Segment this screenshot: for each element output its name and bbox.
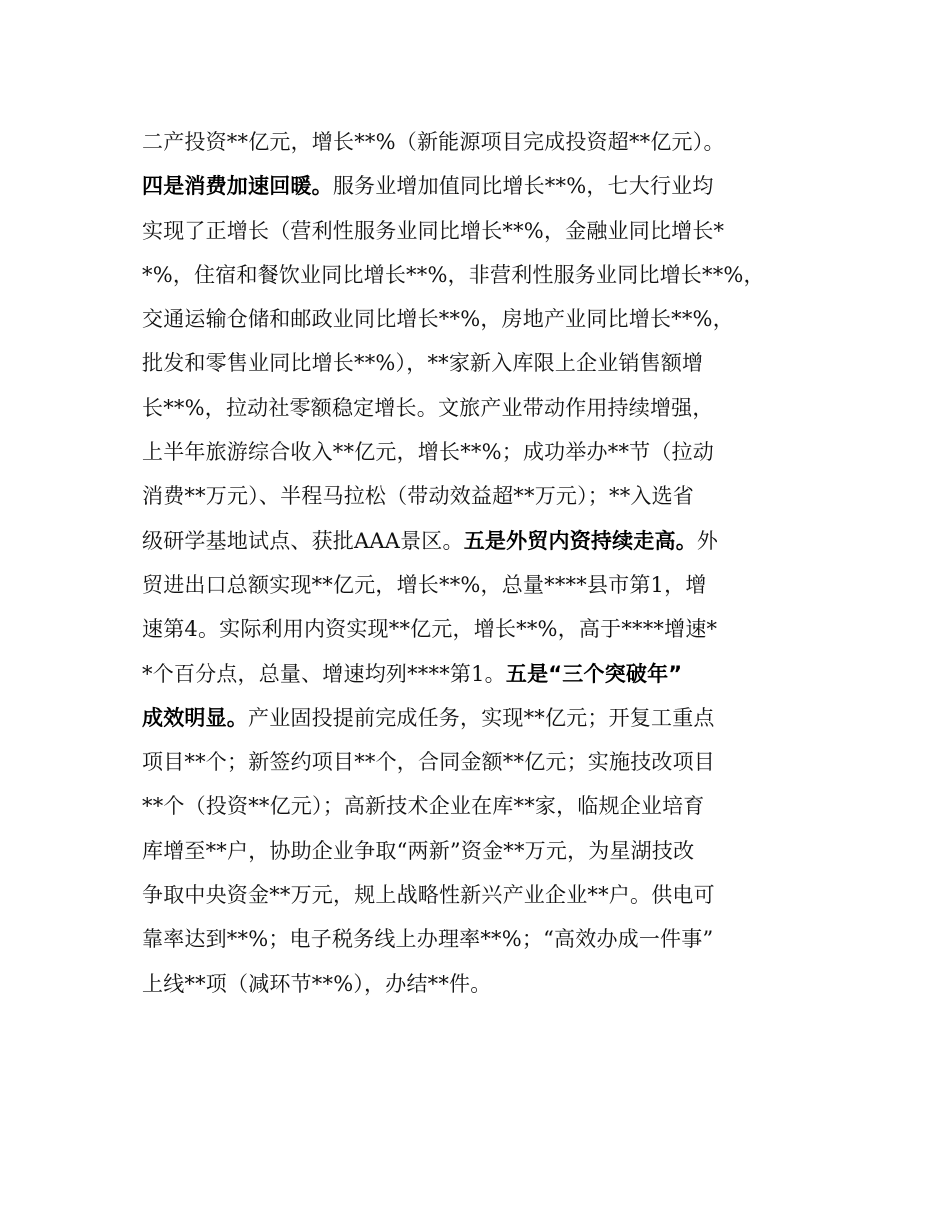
text-run: **个（投资**亿元）；高新技术企业在库**家，临规企业培育 [142,794,705,819]
bold-heading-run: 四是消费加速回暖。 [142,174,333,199]
text-run: 库增至**户，协助企业争取“两新”资金**万元，为星湖技改 [142,838,695,863]
text-run: 实现了正增长（营利性服务业同比增长**%，金融业同比增长* [142,218,725,243]
text-run: 服务业增加值同比增长**%，七大行业均 [332,174,714,199]
text-run: *%，住宿和餐饮业同比增长**%，非营利性服务业同比增长**%， [142,262,765,287]
text-line [142,740,832,784]
text-run: 争取中央资金**万元，规上战略性新兴产业企业**户。供电可 [142,883,715,908]
text-line [142,386,832,430]
text-line [142,962,832,1006]
text-run: 二产投资**亿元，增长**%（新能源项目完成投资超**亿元）。 [142,130,725,154]
text-run: 交通运输仓储和邮政业同比增长**%，房地产业同比增长**%， [142,307,734,332]
text-line [142,474,832,518]
text-run: 上半年旅游综合收入**亿元，增长**%；成功举办**节（拉动 [142,440,714,465]
text-run: *个百分点，总量、增速均列****第1。 [142,661,506,686]
text-line [142,209,832,253]
text-run: 项目**个；新签约项目**个，合同金额**亿元；实施技改项目 [142,750,715,775]
text-line [142,829,832,873]
text-line [142,297,832,341]
text-line [142,917,832,961]
body-paragraph [142,120,832,1006]
text-line [142,430,832,474]
text-run: 外 [696,528,719,553]
text-line [142,652,832,696]
text-run: 消费**万元）、半程马拉松（带动效益超**万元）；**入选省 [142,484,694,509]
text-line [142,253,832,297]
text-run: 贸进出口总额实现**亿元，增长**%，总量****县市第1，增 [142,572,707,597]
text-line [142,563,832,607]
text-line [142,607,832,651]
text-line [142,784,832,828]
text-run: 靠率达到**%；电子税务线上办理率**%；“高效办成一件事” [142,927,714,952]
text-run: 批发和零售业同比增长**%），**家新入库限上企业销售额增 [142,351,704,376]
text-run: 长**%，拉动社零额稳定增长。文旅产业带动作用持续增强， [142,395,714,420]
text-run: 级研学基地试点、获批AAA景区。 [142,528,464,553]
text-run: 速第4。实际利用内资实现**亿元，增长**%，高于****增速* [142,617,718,642]
text-line [142,341,832,385]
bold-heading-run: 五是“三个突破年” [505,661,683,686]
text-run: 上线**项（减环节**%），办结**件。 [142,971,492,996]
text-run: 产业固投提前完成任务，实现**亿元；开复工重点 [248,705,715,730]
text-line [142,519,832,563]
bold-heading-run: 成效明显。 [142,705,248,730]
text-line [142,164,832,208]
text-line [142,696,832,740]
text-line [142,873,832,917]
bold-heading-run: 五是外贸内资持续走高。 [463,528,697,553]
text-line [142,120,832,164]
